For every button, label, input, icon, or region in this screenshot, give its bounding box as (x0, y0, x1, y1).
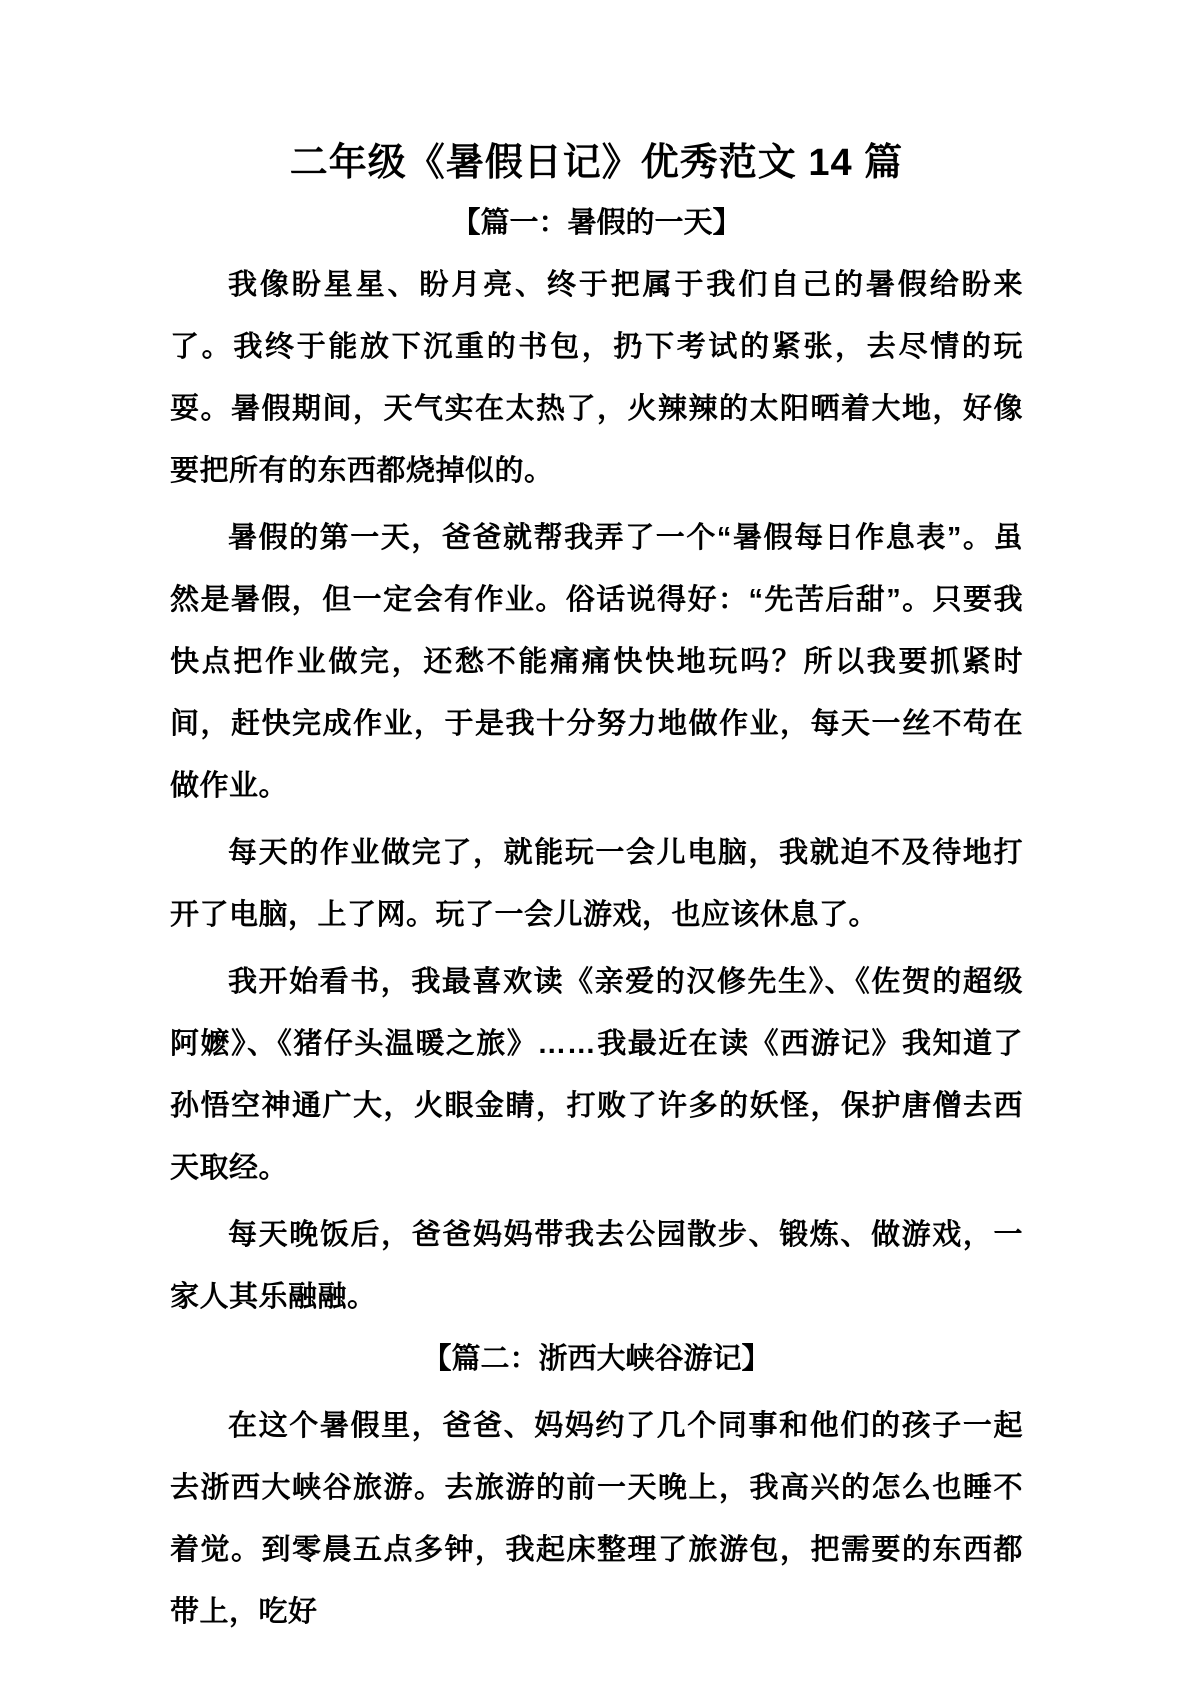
section-1-paragraph-2: 暑假的第一天，爸爸就帮我弄了一个“暑假每日作息表”。虽然是暑假，但一定会有作业。俗话说得好：“先苦后甜”。只要我快点把作业做完，还愁不能痛痛快快地玩吗？所以我要抓紧时间，赶快完成作业，于是我十分努力地做作业，每天一丝不苟在做作业。 (170, 522, 1023, 802)
section-1-heading: 【篇一：暑假的一天】 (451, 207, 742, 239)
section-1-paragraph-3: 每天的作业做完了，就能玩一会儿电脑，我就迫不及待地打开了电脑，上了网。玩了一会儿游戏，也应该休息了。 (170, 837, 1023, 931)
section-1-paragraph-1: 我像盼星星、盼月亮、终于把属于我们自己的暑假给盼来了。我终于能放下沉重的书包，扔下考试的紧张，去尽情的玩耍。暑假期间，天气实在太热了，火辣辣的太阳晒着大地，好像要把所有的东西都烧掉似的。 (170, 269, 1023, 487)
section-1-paragraph-4: 我开始看书，我最喜欢读《亲爱的汉修先生》、《佐贺的超级阿嬷》、《猪仔头温暖之旅》……我最近在读《西游记》我知道了孙悟空神通广大，火眼金睛，打败了许多的妖怪，保护唐僧去西天取经。 (170, 966, 1023, 1184)
section-2-heading: 【篇二：浙西大峡谷游记】 (422, 1343, 771, 1375)
section-2-paragraph-1: 在这个暑假里，爸爸、妈妈约了几个同事和他们的孩子一起去浙西大峡谷旅游。去旅游的前一天晚上，我高兴的怎么也睡不着觉。到零晨五点多钟，我起床整理了旅游包，把需要的东西都带上，吃好 (170, 1410, 1023, 1628)
document-title: 二年级《暑假日记》优秀范文 14 篇 (289, 142, 904, 184)
section-1-paragraph-5: 每天晚饭后，爸爸妈妈带我去公园散步、锻炼、做游戏，一家人其乐融融。 (170, 1219, 1023, 1313)
document-body (170, 192, 1023, 1643)
